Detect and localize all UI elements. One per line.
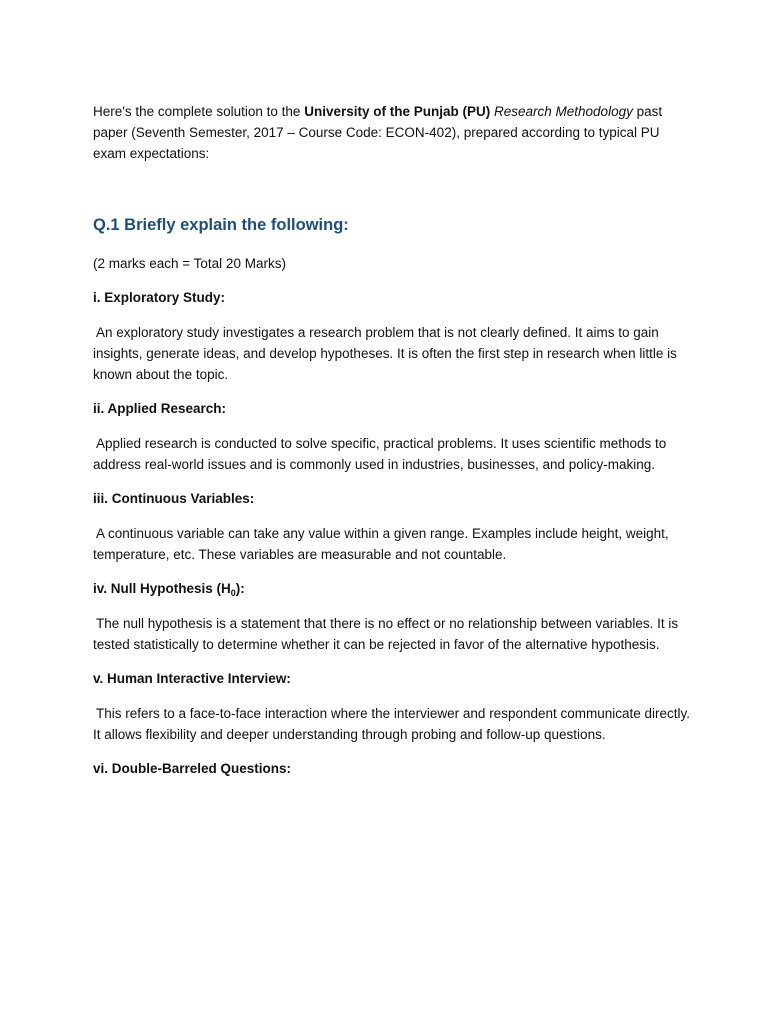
item-text-human-interactive-interview-body: This refers to a face-to-face interaction where the interviewer and respondent communicate directly. It allows flexibility and deeper understanding through probing and follow-up questions. bbox=[93, 706, 691, 742]
item-title-exploratory-study: i. Exploratory Study: bbox=[93, 290, 226, 305]
intro-pre: Here's the complete solution to the bbox=[93, 104, 305, 119]
null-hypothesis-title-post: ): bbox=[235, 581, 245, 596]
question-heading: Q.1 Briefly explain the following: bbox=[93, 216, 349, 234]
item-text-continuous-variables-body: A continuous variable can take any value within a given range. Examples include height, weight, temperature, etc. These variables are measurable and not countable. bbox=[93, 526, 669, 562]
intro-post: past paper (Seventh Semester, 2017 – Course Code: ECON-402), prepared according to typical PU exam expectations: bbox=[93, 104, 663, 161]
marks-note: (2 marks each = Total 20 Marks) bbox=[93, 256, 286, 271]
item-text-applied-research-body: Applied research is conducted to solve specific, practical problems. It uses scientific methods to address real-world issues and is commonly used in industries, businesses, and policy-making. bbox=[93, 436, 667, 472]
item-text-null-hypothesis bbox=[93, 613, 696, 655]
intro-paragraph bbox=[93, 101, 696, 164]
item-text-human-interactive-interview bbox=[93, 703, 696, 745]
item-title-human-interactive-interview: v. Human Interactive Interview: bbox=[93, 671, 291, 686]
item-text-exploratory-study bbox=[93, 322, 696, 385]
item-title-applied-research: ii. Applied Research: bbox=[93, 401, 227, 416]
item-title-double-barreled-questions: vi. Double-Barreled Questions: bbox=[93, 761, 292, 776]
null-hypothesis-subscript: 0 bbox=[230, 588, 236, 598]
intro-university: University of the Punjab (PU) bbox=[304, 104, 491, 119]
item-text-applied-research bbox=[93, 433, 696, 475]
item-text-null-hypothesis-body: The null hypothesis is a statement that there is no effect or no relationship between variables. It is tested statistically to determine whether it can be rejected in favor of the alternative hypothesis. bbox=[93, 616, 679, 652]
item-title-null-hypothesis bbox=[93, 579, 696, 599]
intro-course: Research Methodology bbox=[494, 104, 633, 119]
item-text-continuous-variables bbox=[93, 523, 696, 565]
item-title-continuous-variables: iii. Continuous Variables: bbox=[93, 491, 255, 506]
null-hypothesis-title-pre: iv. Null Hypothesis (H bbox=[93, 581, 231, 596]
item-text-exploratory-study-body: An exploratory study investigates a research problem that is not clearly defined. It aims to gain insights, generate ideas, and develop hypotheses. It is often the first step in research when little is known about the topic. bbox=[93, 325, 677, 382]
